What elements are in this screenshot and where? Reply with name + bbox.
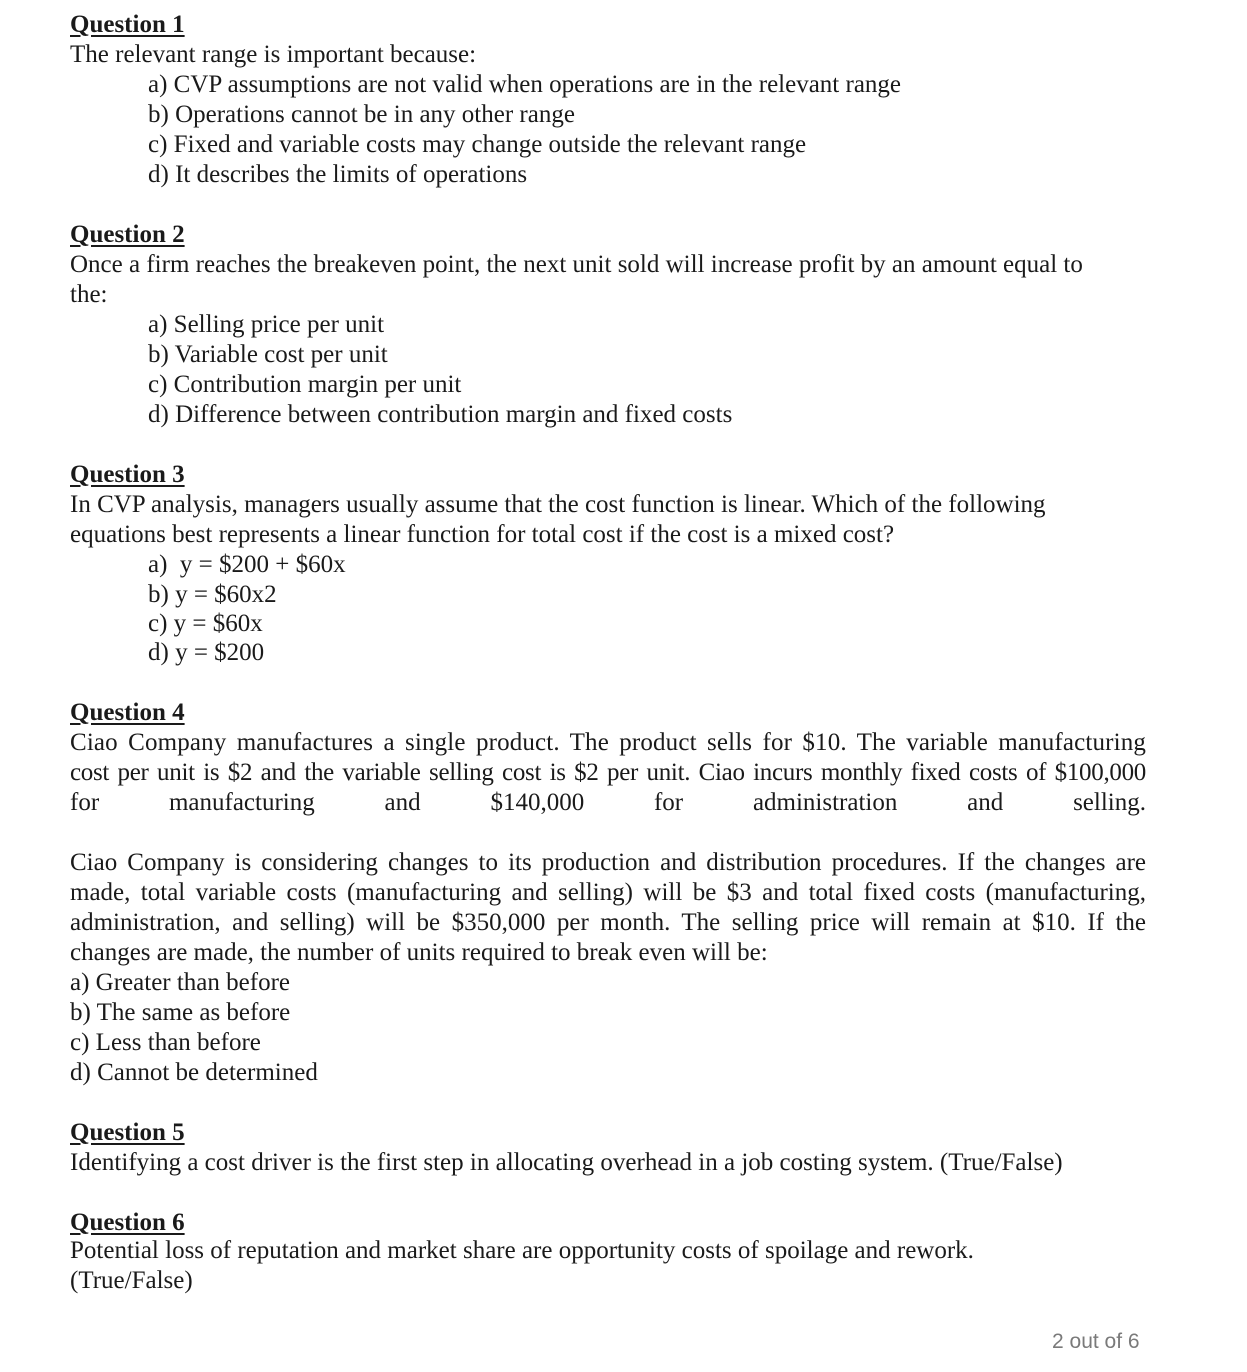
question-2-heading: Question 2 — [70, 221, 185, 248]
question-1-option-a: a) CVP assumptions are not valid when operations are in the relevant range — [148, 71, 902, 98]
question-1-heading: Question 1 — [70, 11, 185, 38]
question-2-option-a: a) Selling price per unit — [148, 311, 385, 338]
question-4-option-d: d) Cannot be determined — [70, 1059, 318, 1086]
question-4-paragraph-2-line-2: made, total variable costs (manufacturing and selling) will be $3 and total fixed costs (manufacturing, — [70, 879, 1146, 906]
question-5-stem: Identifying a cost driver is the first step in allocating overhead in a job costing system. (True/False) — [70, 1149, 1063, 1176]
question-4-heading: Question 4 — [70, 699, 185, 726]
question-2-option-c: c) Contribution margin per unit — [148, 371, 462, 398]
question-3-option-b: b) y = $60x2 — [148, 581, 277, 608]
question-2-option-b: b) Variable cost per unit — [148, 341, 388, 368]
question-4-word: selling. — [1073, 789, 1146, 816]
question-1-option-c: c) Fixed and variable costs may change outside the relevant range — [148, 131, 807, 158]
question-4-word: $140,000 — [490, 789, 585, 816]
question-2-stem-line-1: Once a firm reaches the breakeven point, the next unit sold will increase profit by an amount equal to — [70, 251, 1083, 278]
question-4-word: manufacturing — [168, 789, 315, 816]
question-4-word: for — [653, 789, 684, 816]
question-4-paragraph-2-line-1: Ciao Company is considering changes to its production and distribution procedures. If the changes are — [70, 849, 1146, 876]
question-3-option-c: c) y = $60x — [148, 610, 263, 637]
question-4-paragraph-2-line-4: changes are made, the number of units required to break even will be: — [70, 939, 768, 966]
question-4-word: for — [70, 789, 100, 816]
question-3-stem-line-2: equations best represents a linear function for total cost if the cost is a mixed cost? — [70, 521, 895, 548]
question-1-option-d: d) It describes the limits of operations — [148, 161, 528, 188]
question-4-option-a: a) Greater than before — [70, 969, 290, 996]
question-3-option-a: a) y = $200 + $60x — [148, 551, 346, 578]
question-4-word: administration — [752, 789, 898, 816]
question-6-stem-line-2: (True/False) — [70, 1267, 193, 1294]
question-3-heading: Question 3 — [70, 461, 185, 488]
question-5-heading: Question 5 — [70, 1119, 185, 1146]
question-6-heading: Question 6 — [70, 1209, 185, 1236]
question-4-stem-line-1: Ciao Company manufactures a single product. The product sells for $10. The variable manufacturing — [70, 729, 1146, 756]
question-2-option-d: d) Difference between contribution margin and fixed costs — [148, 401, 733, 428]
question-3-option-d: d) y = $200 — [148, 639, 265, 666]
question-3-stem-line-1: In CVP analysis, managers usually assume that the cost function is linear. Which of the following — [70, 491, 1046, 518]
question-4-word: and — [384, 789, 421, 816]
question-1-option-b: b) Operations cannot be in any other range — [148, 101, 575, 128]
question-6-stem-line-1: Potential loss of reputation and market share are opportunity costs of spoilage and rework. — [70, 1237, 974, 1264]
question-4-stem-line-2: cost per unit is $2 and the variable selling cost is $2 per unit. Ciao incurs monthly fixed costs of $100,000 — [70, 759, 1146, 786]
question-1-stem: The relevant range is important because: — [70, 41, 477, 68]
question-4-paragraph-2-line-3: administration, and selling) will be $350,000 per month. The selling price will remain at $10. If the — [70, 909, 1146, 936]
question-4-stem-line-3 — [70, 788, 1146, 818]
page-indicator: 2 out of 6 — [1052, 1330, 1140, 1353]
question-4-word: and — [967, 789, 1004, 816]
question-4-option-c: c) Less than before — [70, 1029, 261, 1056]
question-4-option-b: b) The same as before — [70, 999, 291, 1026]
question-2-stem-line-2: the: — [70, 281, 108, 308]
